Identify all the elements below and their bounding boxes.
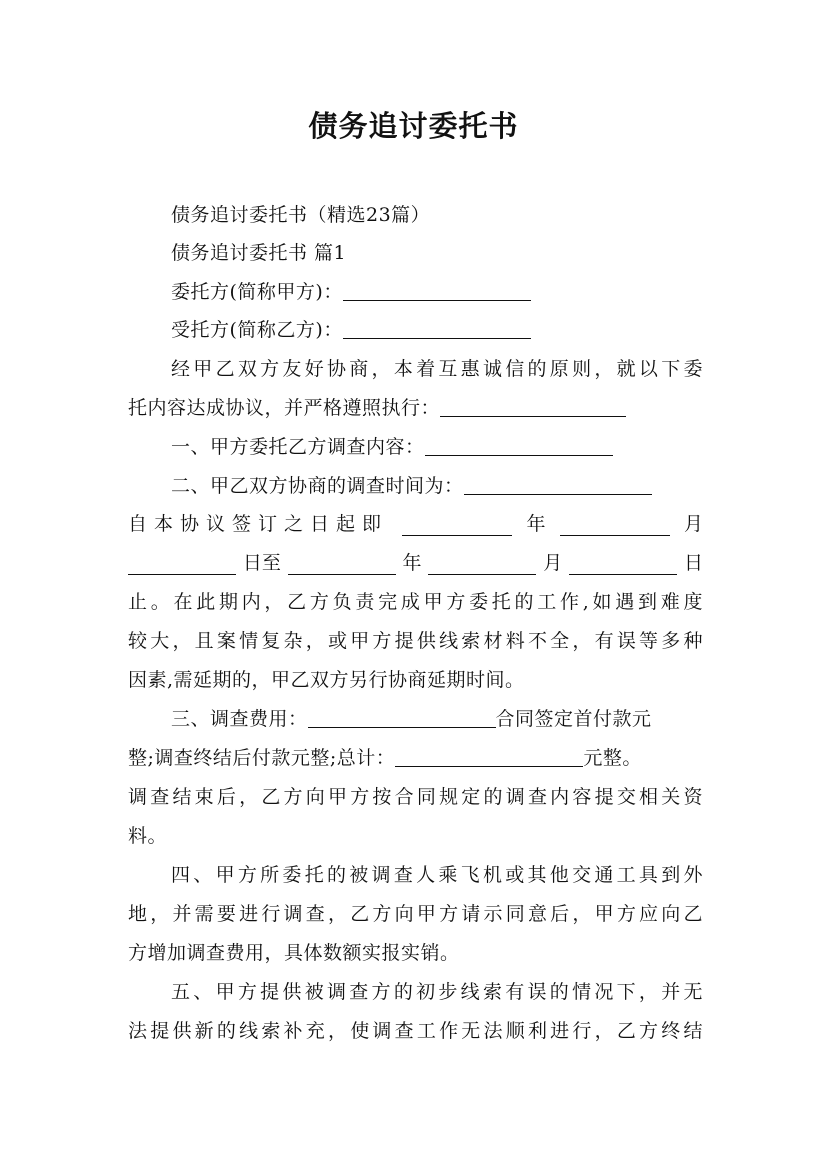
party-b-line bbox=[171, 315, 703, 342]
document-title: 债务追讨委托书 bbox=[308, 109, 519, 143]
intro-line-2 bbox=[128, 393, 703, 420]
item-5-line-1: 五、甲方提供被调查方的初步线索有误的情况下，并无 bbox=[171, 981, 703, 1003]
item-2-year-label-1: 年 bbox=[526, 513, 546, 535]
party-b-label: 受托方(简称乙方)： bbox=[171, 319, 343, 341]
item-3-text-b: 合同签定首付款元 bbox=[495, 708, 652, 730]
intro-line-1: 经甲乙双方友好协商，本着互惠诚信的原则，就以下委 bbox=[171, 358, 703, 380]
item-2-month-label-1: 月 bbox=[683, 513, 703, 535]
item-2-line-2-text: 自本协议签订之日起即 bbox=[128, 513, 389, 535]
item-2-line-4: 止。在此期内，乙方负责完成甲方委托的工作,如遇到难度 bbox=[128, 591, 703, 613]
intro-line-2-text: 托内容达成协议，并严格遵照执行： bbox=[128, 397, 441, 419]
section-title: 债务追讨委托书 篇1 bbox=[171, 242, 347, 264]
item-2-line-6: 因素,需延期的，甲乙双方另行协商延期时间。 bbox=[128, 669, 525, 691]
item-1-text: 一、甲方委托乙方调查内容： bbox=[171, 436, 425, 458]
item-4-line-3: 方增加调查费用，具体数额实报实销。 bbox=[128, 942, 460, 964]
party-b-blank bbox=[343, 319, 531, 339]
item-2-month-label-2: 月 bbox=[543, 552, 563, 574]
item-2-line-1 bbox=[171, 471, 703, 498]
party-a-line bbox=[171, 277, 703, 304]
item-2-month-blank-1 bbox=[560, 516, 670, 536]
intro-blank bbox=[440, 397, 626, 417]
item-2-line-5: 较大，且案情复杂，或甲方提供线索材料不全，有误等多种 bbox=[128, 630, 703, 652]
item-3-blank-2 bbox=[395, 747, 583, 767]
item-3-line-4: 料。 bbox=[128, 825, 168, 847]
item-2-year-blank-2 bbox=[288, 555, 396, 575]
item-5-line-2: 法提供新的线索补充，使调查工作无法顺利进行，乙方终结 bbox=[128, 1020, 703, 1042]
item-3-line-3: 调查结束后，乙方向甲方按合同规定的调查内容提交相关资 bbox=[128, 786, 703, 808]
item-2-line-3 bbox=[128, 548, 703, 575]
item-2-month-blank-2 bbox=[428, 555, 536, 575]
item-2-year-label-2: 年 bbox=[402, 552, 422, 574]
document-subtitle: 债务追讨委托书（精选23篇） bbox=[171, 204, 431, 226]
item-3-line-2-text: 整;调查终结后付款元整;总计： bbox=[128, 747, 396, 769]
party-a-blank bbox=[343, 281, 531, 301]
item-2-year-blank-1 bbox=[402, 516, 512, 536]
item-4-line-1: 四、甲方所委托的被调查人乘飞机或其他交通工具到外 bbox=[171, 864, 703, 886]
item-3-blank-1 bbox=[308, 708, 496, 728]
item-1-line bbox=[171, 432, 703, 459]
item-2-day-label-1: 日至 bbox=[242, 552, 281, 574]
item-3-line-2 bbox=[128, 743, 703, 770]
item-2-day-blank-2 bbox=[569, 555, 677, 575]
item-3-label: 三、调查费用： bbox=[171, 708, 308, 730]
party-a-label: 委托方(简称甲方)： bbox=[171, 281, 343, 303]
item-2-day-label-2: 日 bbox=[683, 552, 703, 574]
item-2-blank-1 bbox=[464, 475, 652, 495]
item-2-line-2 bbox=[128, 509, 703, 536]
item-3-line-1 bbox=[171, 704, 703, 731]
item-4-line-2: 地，并需要进行调查，乙方向甲方请示同意后，甲方应向乙 bbox=[128, 903, 703, 925]
item-2-day-blank-1 bbox=[128, 555, 236, 575]
item-2-text: 二、甲乙双方协商的调查时间为： bbox=[171, 475, 464, 497]
item-1-blank bbox=[425, 436, 613, 456]
item-3-line-2-end: 元整。 bbox=[583, 747, 642, 769]
